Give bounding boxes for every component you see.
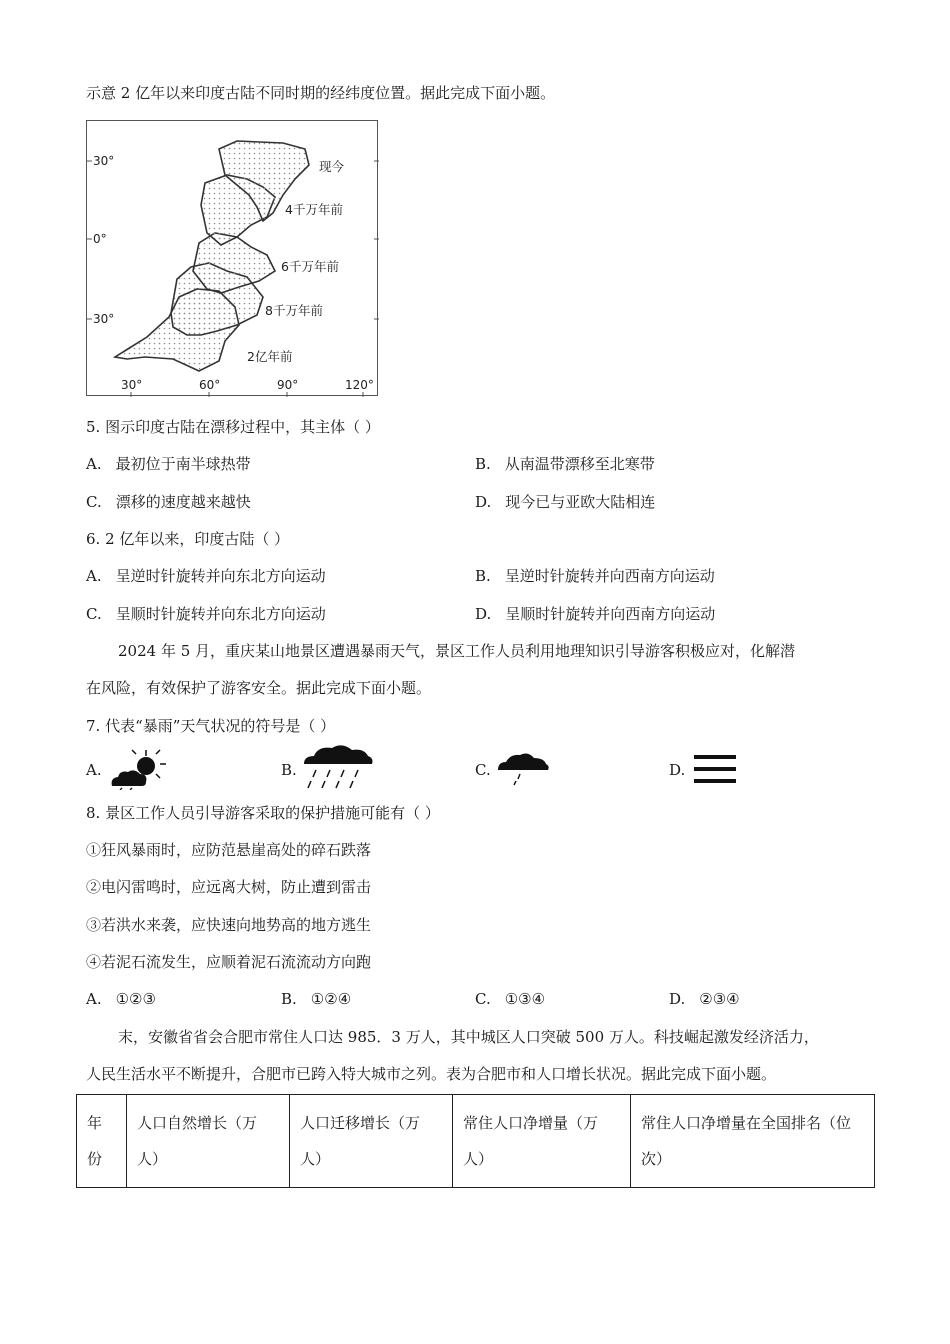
lon-label-90: 90° [277, 378, 299, 392]
q7-option-c[interactable]: C. [475, 761, 491, 779]
lat-label-0: 0° [93, 232, 107, 246]
q8-item-1: ①狂风暴雨时，应防范悬崖高处的碎石跌落 [86, 841, 372, 859]
era-label-80ma: 8千万年前 [265, 303, 323, 318]
era-label-present: 现今 [319, 159, 345, 174]
lat-label-30n: 30° [93, 154, 115, 168]
q7-option-a[interactable]: A. [86, 761, 102, 779]
heavy-rain-cloud-icon [302, 744, 374, 790]
q7-stem: 7. 代表“暴雨”天气状况的符号是（ ） [86, 717, 336, 735]
header-national-rank: 常住人口净增量在全国排名（位次） [631, 1095, 875, 1188]
era-label-40ma: 4千万年前 [285, 202, 343, 217]
q8-item-3: ③若洪水来袭，应快速向地势高的地方逃生 [86, 916, 372, 934]
header-migration-growth: 人口迁移增长（万人） [290, 1095, 453, 1188]
era-label-200ma: 2亿年前 [247, 349, 293, 364]
q8-item-4: ④若泥石流发生，应顺着泥石流流动方向跑 [86, 953, 372, 971]
india-drift-map [86, 120, 378, 396]
q6-option-c[interactable]: C. 呈顺时针旋转并向东北方向运动 [86, 605, 326, 623]
table-header-row [77, 1095, 875, 1188]
q7-option-d[interactable]: D. [669, 761, 686, 779]
landmass-outlines [115, 141, 309, 371]
passage3-line1: 末，安徽省省会合肥市常住人口达 985．3 万人，其中城区人口突破 500 万人。科技崛起激发经济活力， [118, 1028, 819, 1046]
q6-option-b[interactable]: B. 呈逆时针旋转并向西南方向运动 [475, 567, 715, 585]
passage3-line2: 人民生活水平不断提升，合肥市已跨入特大城市之列。表为合肥市和人口增长状况。据此完成下面小题。 [86, 1065, 777, 1083]
q6-stem: 6. 2 亿年以来，印度古陆（ ） [86, 530, 290, 548]
header-natural-growth: 人口自然增长（万人） [127, 1095, 290, 1188]
q8-item-2: ②电闪雷鸣时，应远离大树，防止遭到雷击 [86, 878, 372, 896]
q7-option-b[interactable]: B. [281, 761, 297, 779]
sun-behind-cloud-icon [108, 748, 172, 790]
passage2-line1: 2024 年 5 月，重庆某山地景区遭遇暴雨天气，景区工作人员利用地理知识引导游客积极应对，化解潜 [118, 642, 796, 660]
fog-lines-icon [694, 754, 738, 784]
q5-option-b[interactable]: B. 从南温带漂移至北寒带 [475, 455, 655, 473]
header-year: 年份 [77, 1095, 127, 1188]
intro-text: 示意 2 亿年以来印度古陆不同时期的经纬度位置。据此完成下面小题。 [86, 84, 556, 102]
q5-stem: 5. 图示印度古陆在漂移过程中，其主体（ ） [86, 418, 380, 436]
light-rain-cloud-icon [496, 752, 550, 786]
population-table [76, 1094, 875, 1188]
q8-option-d[interactable]: D. ②③④ [669, 990, 740, 1008]
lon-label-60: 60° [199, 378, 221, 392]
q8-option-c[interactable]: C. ①③④ [475, 990, 546, 1008]
lon-label-120: 120° [345, 378, 374, 392]
map-svg [87, 121, 379, 397]
q8-option-b[interactable]: B. ①②④ [281, 990, 352, 1008]
lon-label-30: 30° [121, 378, 143, 392]
passage2-line2: 在风险，有效保护了游客安全。据此完成下面小题。 [86, 679, 432, 697]
q8-stem: 8. 景区工作人员引导游客采取的保护措施可能有（ ） [86, 804, 440, 822]
q6-option-d[interactable]: D. 呈顺时针旋转并向西南方向运动 [475, 605, 716, 623]
q5-option-d[interactable]: D. 现今已与亚欧大陆相连 [475, 493, 656, 511]
era-label-60ma: 6千万年前 [281, 259, 339, 274]
q5-option-c[interactable]: C. 漂移的速度越来越快 [86, 493, 251, 511]
header-net-increase: 常住人口净增量（万人） [453, 1095, 631, 1188]
q5-option-a[interactable]: A. 最初位于南半球热带 [86, 455, 251, 473]
lat-label-30s: 30° [93, 312, 115, 326]
q6-option-a[interactable]: A. 呈逆时针旋转并向东北方向运动 [86, 567, 326, 585]
landmass-60ma [193, 233, 275, 293]
q8-option-a[interactable]: A. ①②③ [86, 990, 156, 1008]
